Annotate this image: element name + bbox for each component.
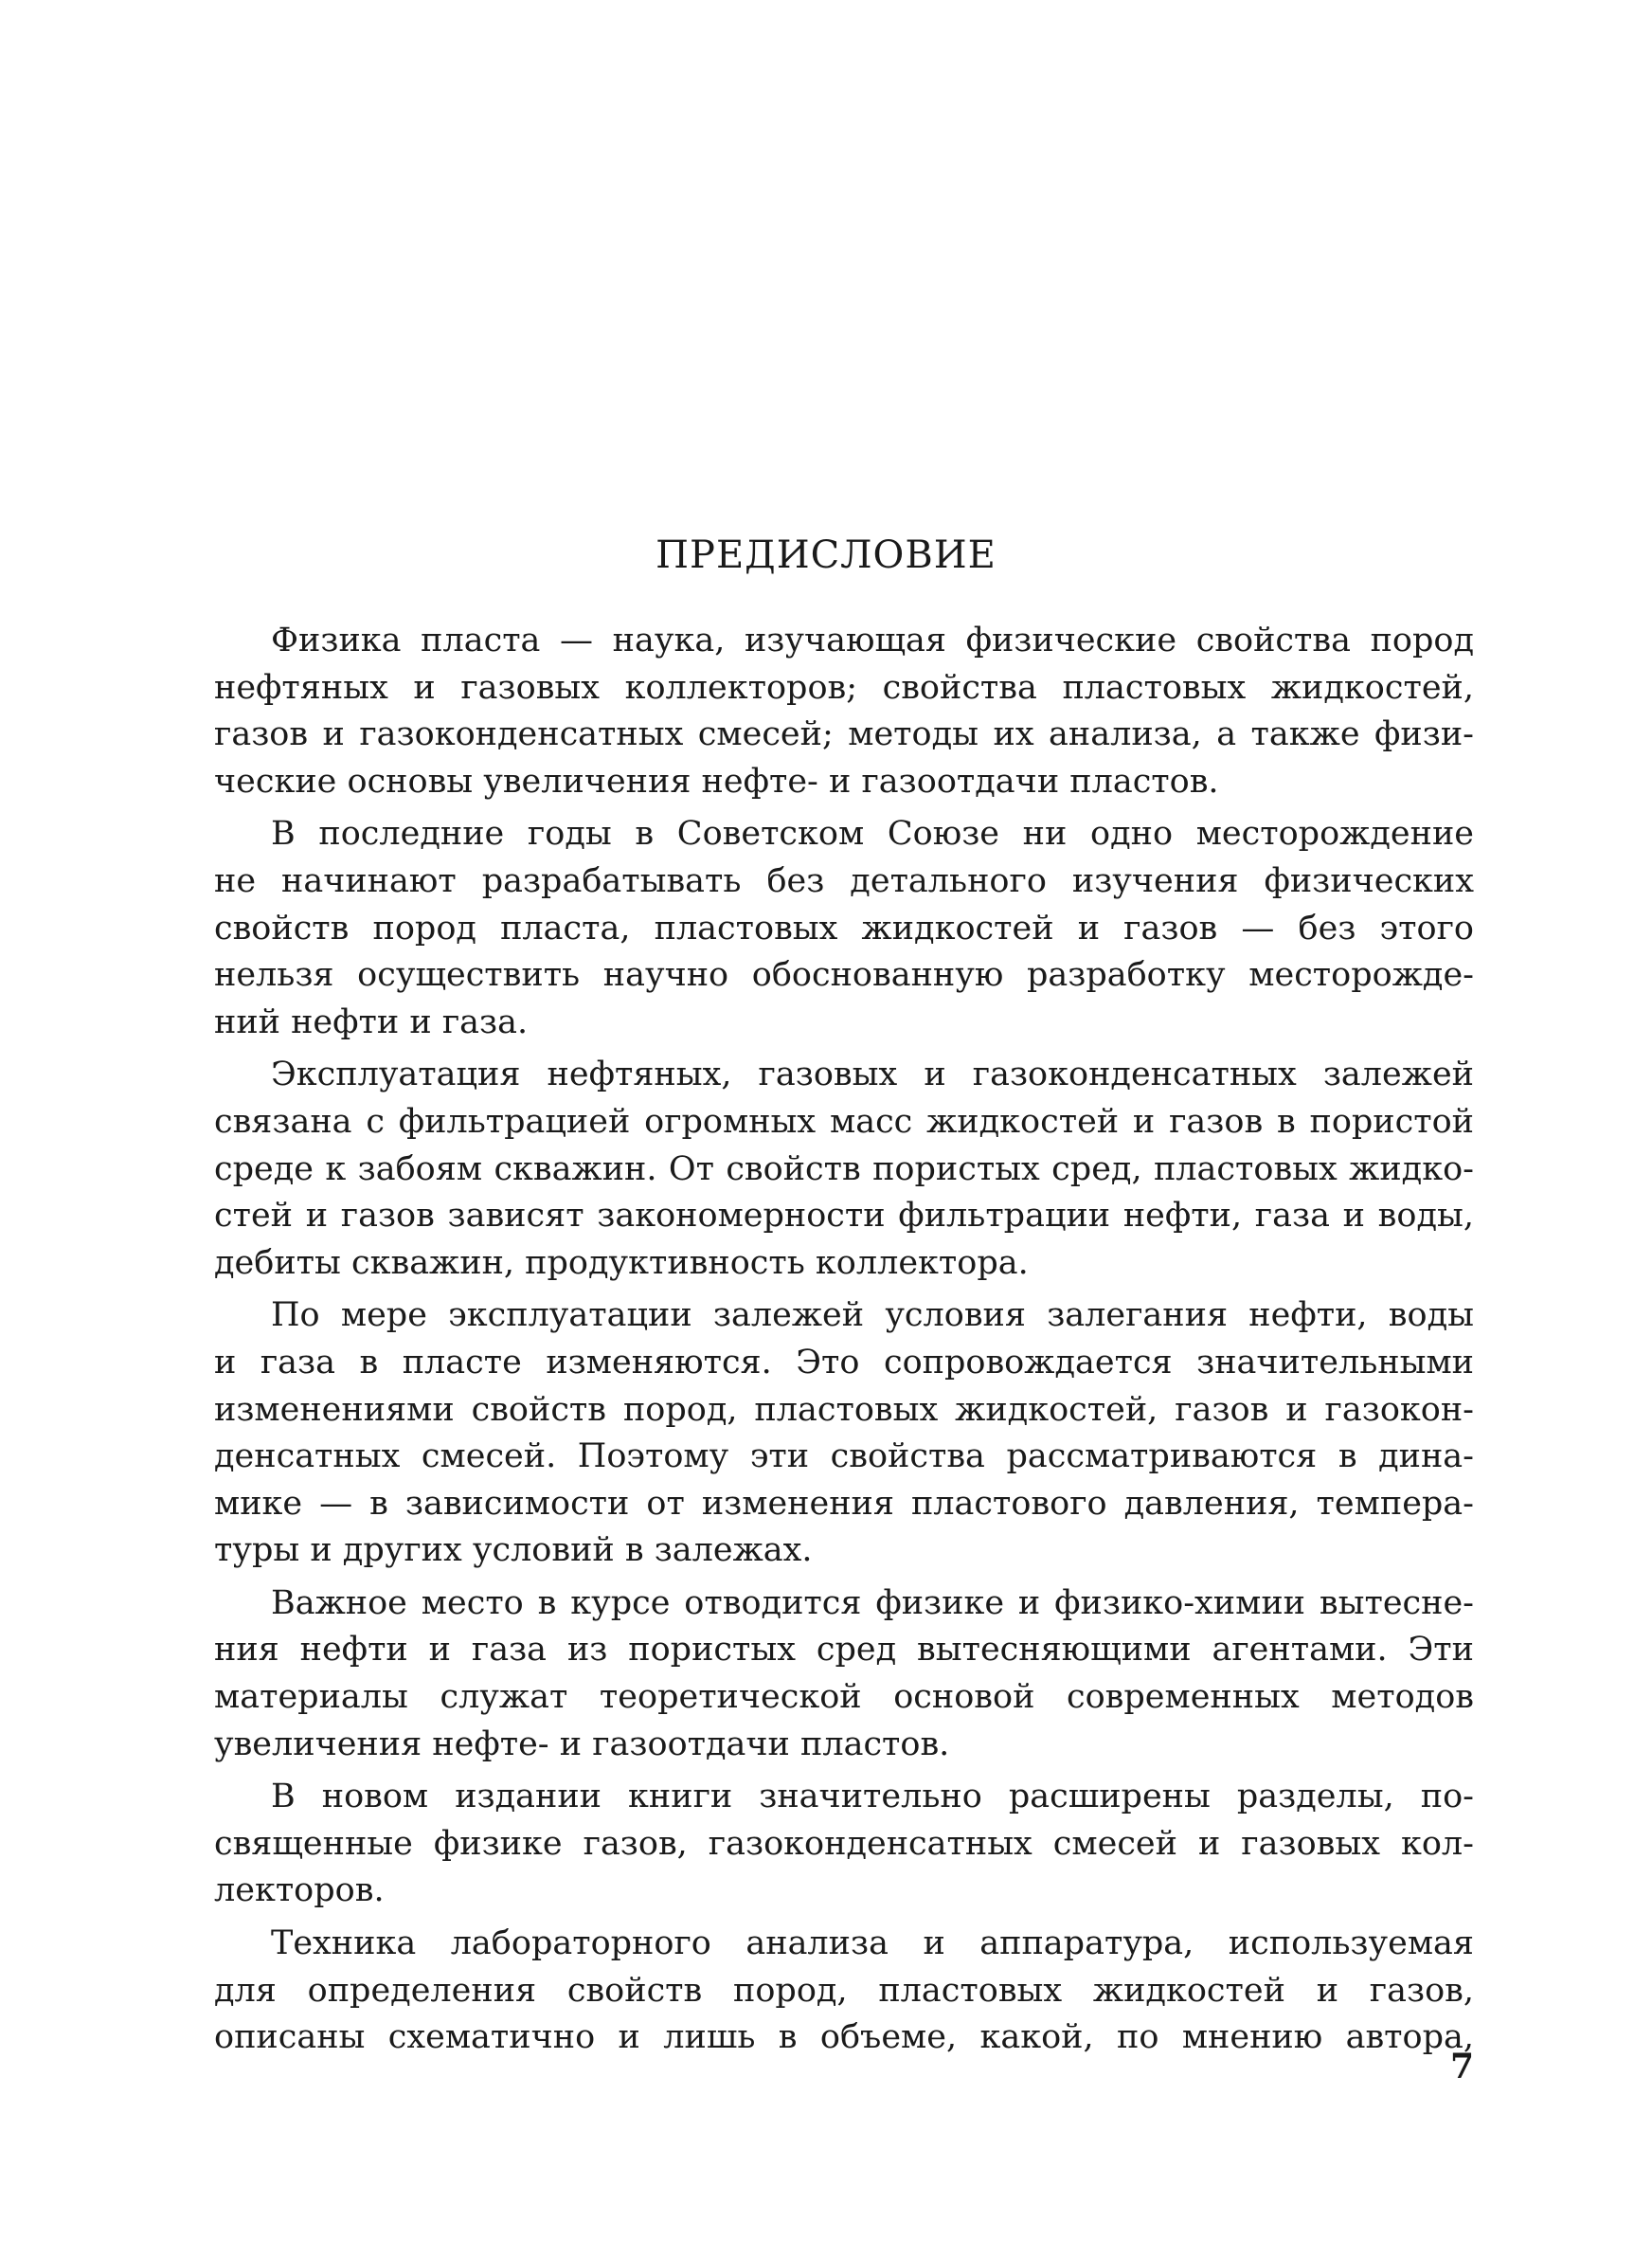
text-line: нельзя осуществить научно обоснованную разработку месторожде- — [214, 956, 1474, 995]
text-line: Физика пласта — наука, изучающая физические свойства пород — [271, 622, 1474, 659]
paragraph — [214, 618, 1474, 805]
text-line: Техника лабораторного анализа и аппаратура, используемая — [271, 1924, 1474, 1963]
text-line: описаны схематично и лишь в объеме, какой, по мнению автора, — [214, 2018, 1474, 2057]
text-line: денсатных смесей. Поэтому эти свойства рассматриваются в дина- — [214, 1437, 1474, 1476]
text-line: туры и других условий в залежах. — [214, 1531, 813, 1570]
text-line: Эксплуатация нефтяных, газовых и газоконденсатных залежей — [271, 1056, 1474, 1094]
text-line: В последние годы в Советском Союзе ни одно месторождение — [271, 815, 1474, 854]
text-line: священные физике газов, газоконденсатных смесей и газовых кол- — [214, 1824, 1474, 1863]
paragraph — [214, 1921, 1474, 2062]
text-line: В новом издании книги значительно расширены разделы, по- — [271, 1778, 1474, 1816]
paragraph — [214, 1774, 1474, 1915]
text-line: дебиты скважин, продуктивность коллектора. — [214, 1243, 1029, 1282]
text-line: не начинают разрабатывать без детального изучения физических — [214, 861, 1474, 900]
text-line: лекторов. — [214, 1871, 385, 1910]
text-line: и газа в пласте изменяются. Это сопровождается значительными — [214, 1343, 1474, 1381]
text-line: ний нефти и газа. — [214, 1002, 529, 1041]
text-line: По мере эксплуатации залежей условия залегания нефти, воды — [271, 1296, 1474, 1335]
text-line: для определения свойств пород, пластовых жидкостей и газов, — [214, 1971, 1474, 2010]
text-line: Важное место в курсе отводится физике и физико-химии вытесне- — [271, 1583, 1474, 1622]
paragraph — [214, 1580, 1474, 1768]
text-line: среде к забоям скважин. От свойств пористых сред, пластовых жидко- — [214, 1149, 1474, 1188]
text-line: стей и газов зависят закономерности фильтрации нефти, газа и воды, — [214, 1197, 1474, 1236]
text-line: связана с фильтрацией огромных масс жидкостей и газов в пористой — [214, 1102, 1474, 1141]
preface-text — [214, 618, 1474, 2062]
text-line: свойств пород пласта, пластовых жидкостей и газов — без этого — [214, 909, 1474, 948]
text-line: изменениями свойств пород, пластовых жидкостей, газов и газокон- — [214, 1390, 1474, 1429]
text-line: газов и газоконденсатных смесей; методы их анализа, а также физи- — [214, 715, 1474, 754]
paragraph — [214, 811, 1474, 1046]
text-line: увеличения нефте- и газоотдачи пластов. — [214, 1724, 950, 1763]
text-line: мике — в зависимости от изменения пластового давления, темпера- — [214, 1484, 1474, 1523]
text-line: ческие основы увеличения нефте- и газоотдачи пластов. — [214, 762, 1219, 801]
paragraph — [214, 1052, 1474, 1287]
text-line: нефтяных и газовых коллекторов; свойства пластовых жидкостей, — [214, 668, 1474, 707]
page-title: ПРЕДИСЛОВИЕ — [655, 533, 997, 577]
page-number: 7 — [1449, 2047, 1474, 2086]
text-line: материалы служат теоретической основой современных методов — [214, 1678, 1474, 1717]
paragraph — [214, 1292, 1474, 1575]
text-line: ния нефти и газа из пористых сред вытесняющими агентами. Эти — [214, 1631, 1474, 1670]
